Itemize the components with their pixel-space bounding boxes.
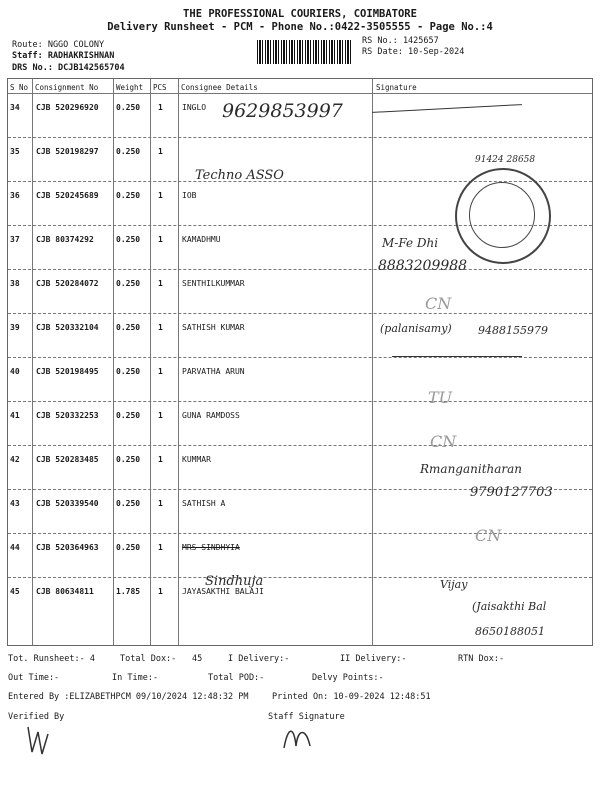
staff-signature-label: Staff Signature (268, 712, 345, 722)
signature-scribble (392, 356, 522, 357)
handwritten-phone: 9790127703 (470, 485, 553, 500)
row-weight: 0.250 (116, 323, 141, 332)
total-pod: Total POD:- (208, 673, 265, 683)
row-consignee: IOB (182, 191, 197, 200)
verifier-signature (20, 722, 60, 762)
handwritten-phone: 8650188051 (475, 625, 545, 638)
rtn-dox: RTN Dox:- (458, 654, 505, 664)
row-pcs: 1 (158, 455, 163, 464)
col-sno: S No (10, 83, 29, 92)
staff-signature-mark (280, 722, 320, 754)
row-weight: 0.250 (116, 147, 141, 156)
ii-delivery: II Delivery:- (340, 654, 407, 664)
row-pcs: 1 (158, 499, 163, 508)
row-pcs: 1 (158, 103, 163, 112)
row-pcs: 1 (158, 147, 163, 156)
row-weight: 0.250 (116, 191, 141, 200)
entered-by: Entered By :ELIZABETHPCM 09/10/2024 12:48:32 PM (8, 692, 249, 702)
company-stamp (455, 168, 551, 264)
out-time: Out Time:- (8, 673, 60, 683)
in-time: In Time:- (112, 673, 159, 683)
row-consignee: KUMMAR (182, 455, 211, 464)
row-sno: 37 (10, 235, 20, 244)
handwritten-mark: TU (428, 388, 453, 407)
rs-number: RS No.: 1425657 (362, 36, 439, 46)
rs-date: RS Date: 10-Sep-2024 (362, 47, 465, 57)
row-separator (8, 313, 592, 314)
handwritten-phone: 9488155979 (478, 324, 548, 337)
row-weight: 0.250 (116, 499, 141, 508)
row-consignment: CJB 520339540 (36, 499, 99, 508)
row-weight: 0.250 (116, 543, 141, 552)
row-consignee: SENTHILKUMMAR (182, 279, 245, 288)
row-pcs: 1 (158, 191, 163, 200)
row-separator (8, 357, 592, 358)
col-pcs: PCS (153, 83, 167, 92)
printed-on: Printed On: 10-09-2024 12:48:51 (272, 692, 431, 702)
row-pcs: 1 (158, 235, 163, 244)
row-consignment: CJB 80374292 (36, 235, 94, 244)
handwritten-name: Rmanganitharan (420, 462, 523, 476)
staff-label: Staff: RADHAKRISHNAN (12, 51, 115, 61)
row-sno: 34 (10, 103, 20, 112)
row-consignment: CJB 520332104 (36, 323, 99, 332)
col-weight: Weight (116, 83, 144, 92)
row-separator (8, 533, 592, 534)
col-signature: Signature (376, 83, 417, 92)
row-consignment: CJB 520245689 (36, 191, 99, 200)
row-consignment: CJB 520198297 (36, 147, 99, 156)
handwritten-phone: 9629853997 (222, 100, 343, 122)
row-consignment: CJB 520364963 (36, 543, 99, 552)
row-weight: 0.250 (116, 367, 141, 376)
row-sno: 38 (10, 279, 20, 288)
verified-by: Verified By (8, 712, 65, 722)
row-weight: 0.250 (116, 455, 141, 464)
row-separator (8, 137, 592, 138)
row-consignee: GUNA RAMDOSS (182, 411, 240, 420)
handwritten-name: (palanisamy) (380, 322, 452, 335)
row-consignee: INGLO (182, 103, 207, 112)
row-separator (8, 577, 592, 578)
handwritten-phone: 8883209988 (378, 258, 468, 274)
row-consignee: SATHISH KUMAR (182, 323, 245, 332)
row-separator (8, 445, 592, 446)
total-dox-label: Total Dox:- (120, 654, 177, 664)
drs-number: DRS No.: DCJB142565704 (12, 63, 125, 73)
row-sno: 45 (10, 587, 20, 596)
handwritten-name: Techno ASSO (195, 168, 284, 183)
row-consignment: CJB 520284072 (36, 279, 99, 288)
handwritten-name: M-Fe Dhi (382, 236, 439, 250)
row-consignment: CJB 80634811 (36, 587, 94, 596)
row-pcs: 1 (158, 279, 163, 288)
row-pcs: 1 (158, 543, 163, 552)
row-sno: 36 (10, 191, 20, 200)
row-sno: 44 (10, 543, 20, 552)
row-consignment: CJB 520332253 (36, 411, 99, 420)
row-sno: 40 (10, 367, 20, 376)
row-sno: 35 (10, 147, 20, 156)
row-consignee: KAMADHMU (182, 235, 221, 244)
row-sno: 39 (10, 323, 20, 332)
row-pcs: 1 (158, 367, 163, 376)
handwritten-phone: 91424 28658 (475, 155, 536, 165)
row-weight: 0.250 (116, 279, 141, 288)
row-weight: 1.785 (116, 587, 141, 596)
total-dox-value: 45 (192, 654, 203, 664)
handwritten-mark: CN (430, 432, 457, 451)
row-pcs: 1 (158, 411, 163, 420)
row-consignment: CJB 520198495 (36, 367, 99, 376)
delvy-points: Delvy Points:- (312, 673, 384, 683)
row-sno: 41 (10, 411, 20, 420)
handwritten-signature: Vijay (440, 578, 468, 591)
runsheet-subtitle: Delivery Runsheet - PCM - Phone No.:0422-3505555 - Page No.:4 (107, 21, 493, 33)
col-consignee: Consignee Details (181, 83, 258, 92)
company-title: THE PROFESSIONAL COURIERS, COIMBATORE (183, 8, 417, 20)
row-pcs: 1 (158, 587, 163, 596)
row-weight: 0.250 (116, 411, 141, 420)
row-consignment: CJB 520283485 (36, 455, 99, 464)
col-consignment: Consignment No (35, 83, 99, 92)
row-consignee: SATHISH A (182, 499, 226, 508)
handwritten-mark: CN (475, 526, 502, 545)
handwritten-name: Sindhuja (205, 574, 264, 589)
row-separator (8, 401, 592, 402)
handwritten-mark: CN (425, 294, 452, 313)
row-sno: 42 (10, 455, 20, 464)
row-consignee: MRS SINDHYIA (182, 543, 240, 552)
row-weight: 0.250 (116, 103, 141, 112)
row-separator (8, 269, 592, 270)
row-pcs: 1 (158, 323, 163, 332)
row-consignee: PARVATHA ARUN (182, 367, 245, 376)
row-consignee: JAYASAKTHI BALAJI (182, 587, 264, 596)
route-label: Route: NGGO COLONY (12, 40, 105, 50)
barcode (257, 40, 353, 64)
row-weight: 0.250 (116, 235, 141, 244)
row-sno: 43 (10, 499, 20, 508)
handwritten-name: (Jaisakthi Bal (472, 600, 547, 613)
tot-runsheet: Tot. Runsheet:- 4 (8, 654, 95, 664)
i-delivery: I Delivery:- (228, 654, 290, 664)
row-consignment: CJB 520296920 (36, 103, 99, 112)
